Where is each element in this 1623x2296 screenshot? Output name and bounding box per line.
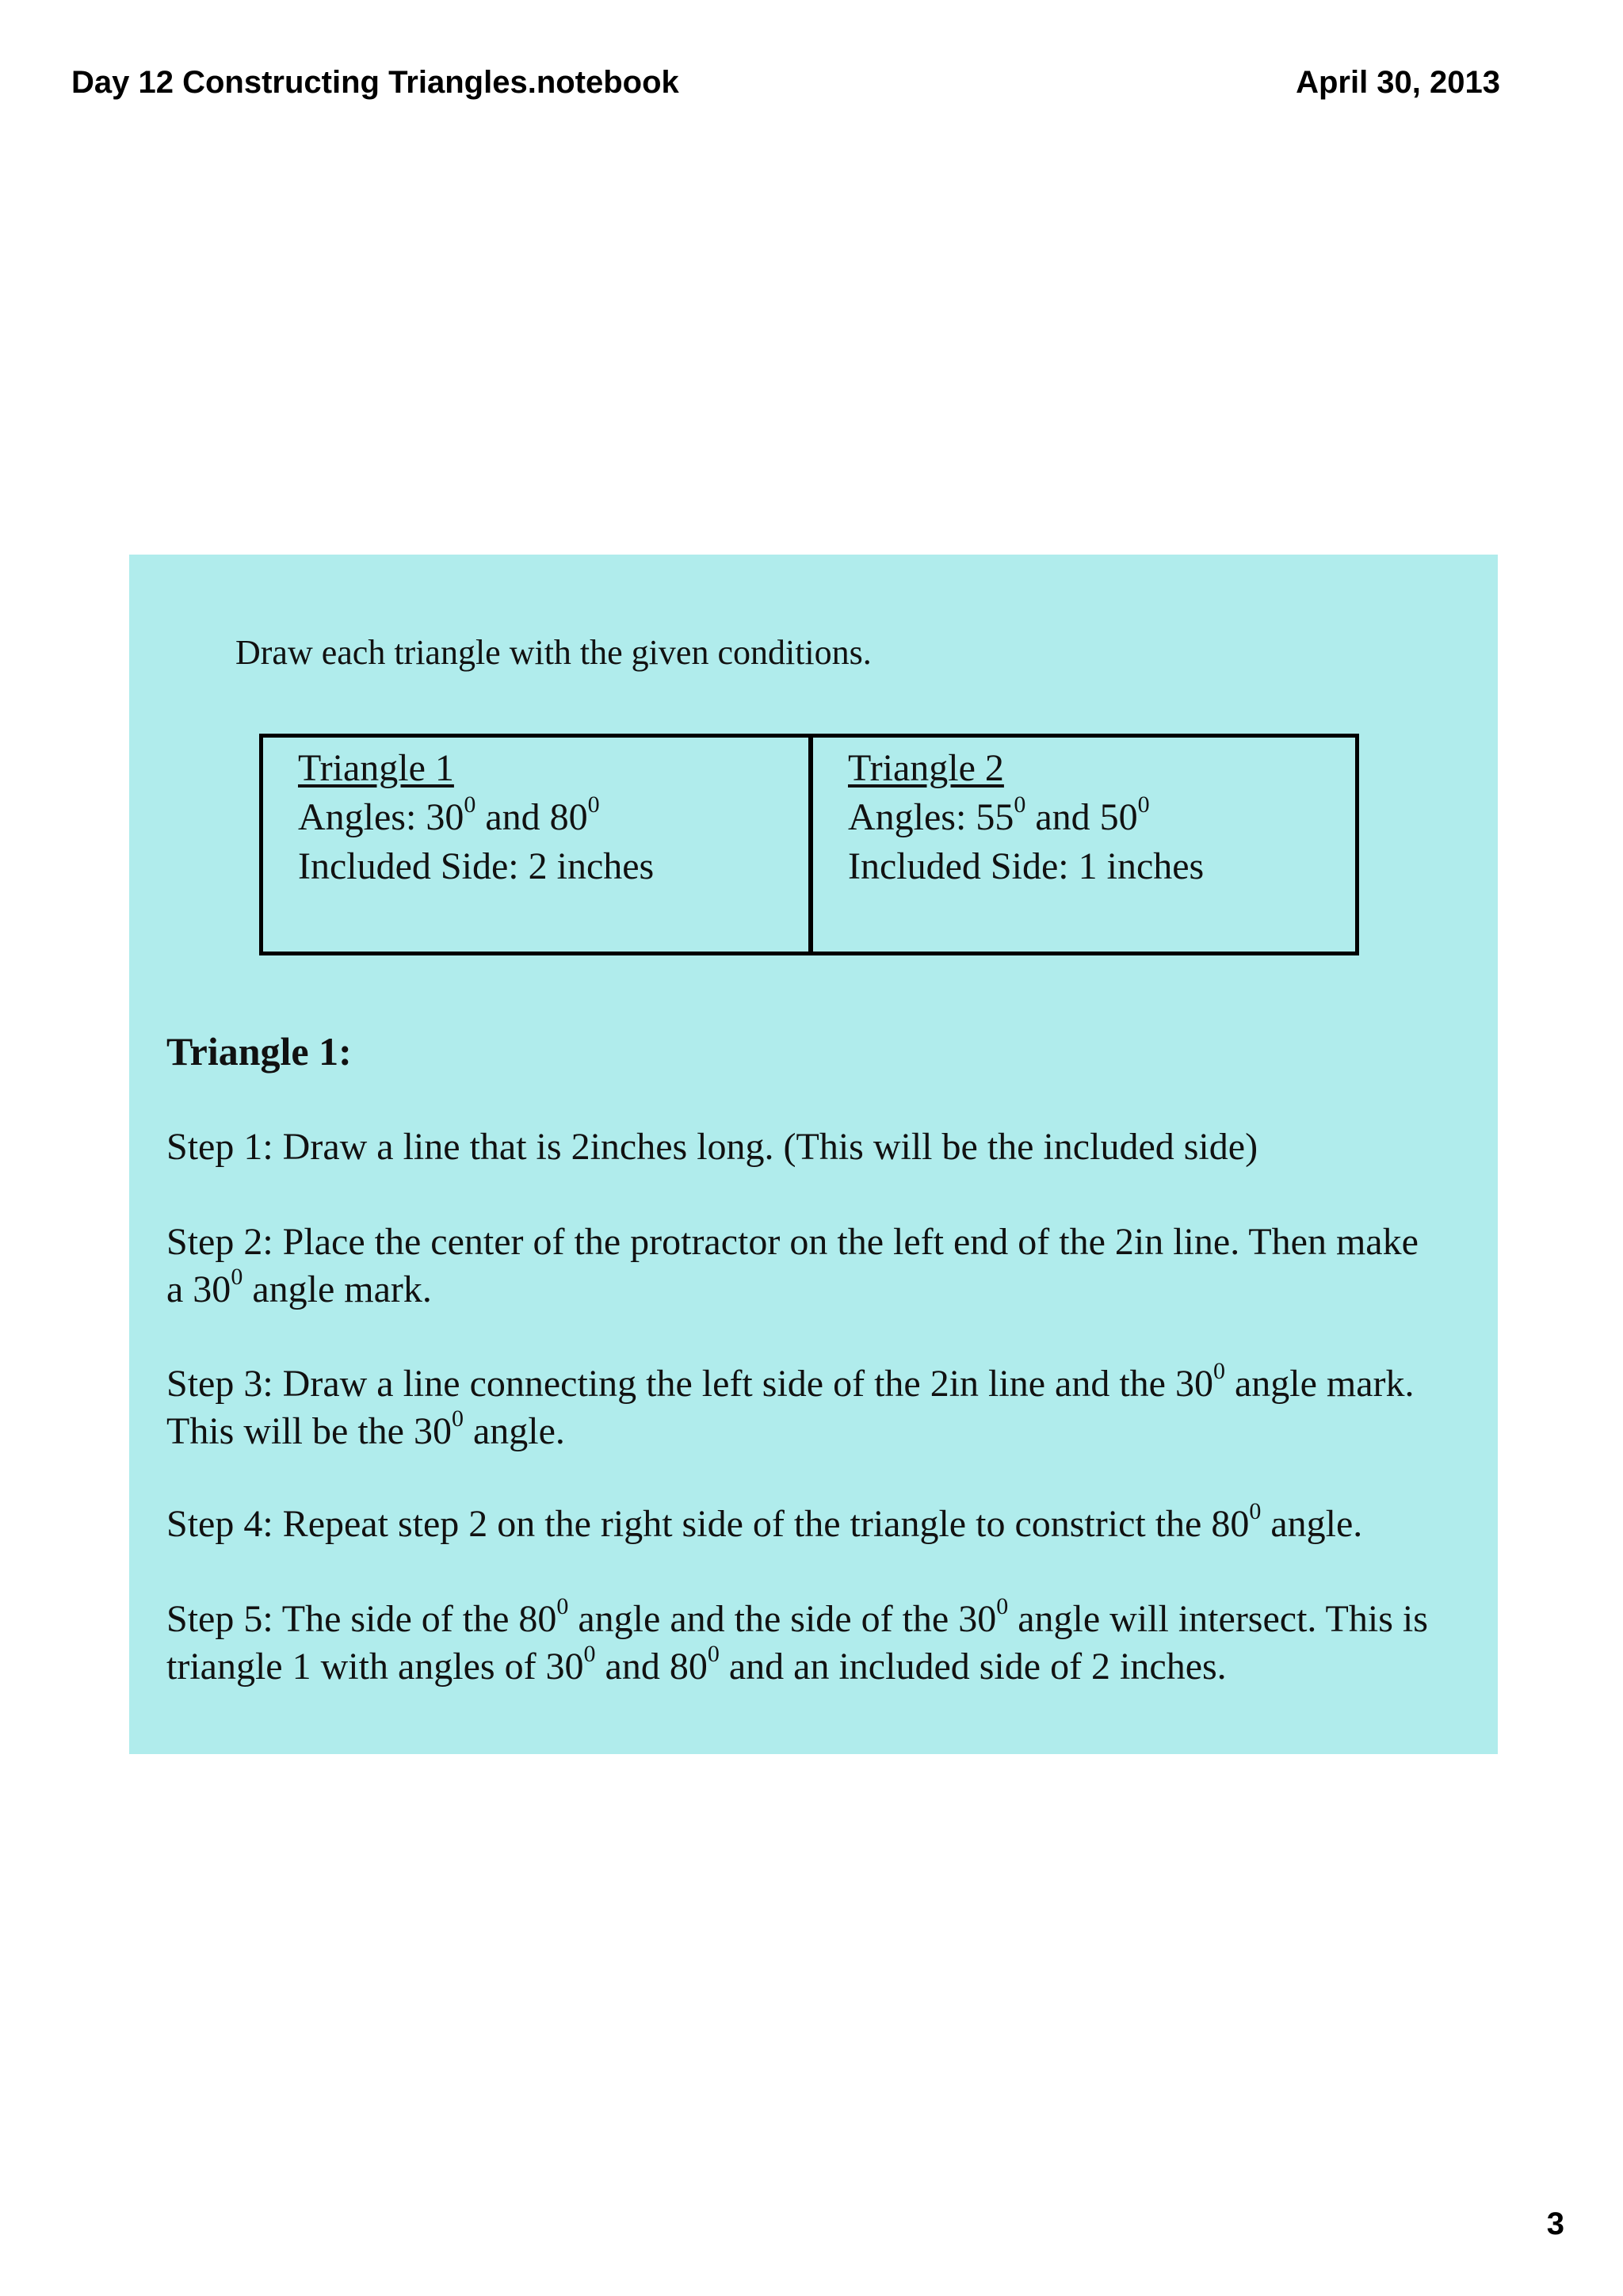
triangle-1-conditions-cell xyxy=(259,734,812,955)
triangle-1-title: Triangle 1 xyxy=(298,747,454,789)
step-1: Step 1: Draw a line that is 2inches long. (This will be the included side) xyxy=(166,1126,1258,1168)
instruction-text: Draw each triangle with the given conditions. xyxy=(235,633,872,672)
step-2: Step 2: Place the center of the protractor on the left end of the 2in line. Then make a $30^0$ angle mark. xyxy=(166,1221,1419,1310)
triangle-2-included-side: Included Side: 1 inches xyxy=(848,845,1205,887)
page-number: 3 xyxy=(1546,2206,1564,2241)
triangle-1-conditions xyxy=(298,744,654,891)
triangle-1-heading: Triangle 1: xyxy=(166,1029,352,1074)
triangle-2-title: Triangle 2 xyxy=(848,747,1004,789)
triangle-1-included-side: Included Side: 2 inches xyxy=(298,845,655,887)
document-date: April 30, 2013 xyxy=(1296,65,1500,100)
slide-panel xyxy=(129,555,1498,1754)
step-4: Step 4: Repeat step 2 on the right side of the triangle to constrict the $80^0$ angle. xyxy=(166,1498,1363,1545)
triangle-1-angles: Angles: $30^0$ and $80^0$ xyxy=(298,791,600,838)
triangle-2-conditions-cell xyxy=(809,734,1359,955)
triangle-2-angles: Angles: $55^0$ and $50^0$ xyxy=(848,791,1150,838)
document-title: Day 12 Constructing Triangles.notebook xyxy=(71,65,679,100)
step-5: Step 5: The side of the $80^0$ angle and the side of the $30^0$ angle will intersect. This is triangle 1 with angles of $30^0$ and $80^0$ and an included side of 2 inches. xyxy=(166,1593,1428,1688)
step-3: Step 3: Draw a line connecting the left side of the 2in line and the $30^0$ angle mark. This will be the $30^0$ angle. xyxy=(166,1358,1415,1452)
triangle-2-conditions xyxy=(848,744,1204,891)
